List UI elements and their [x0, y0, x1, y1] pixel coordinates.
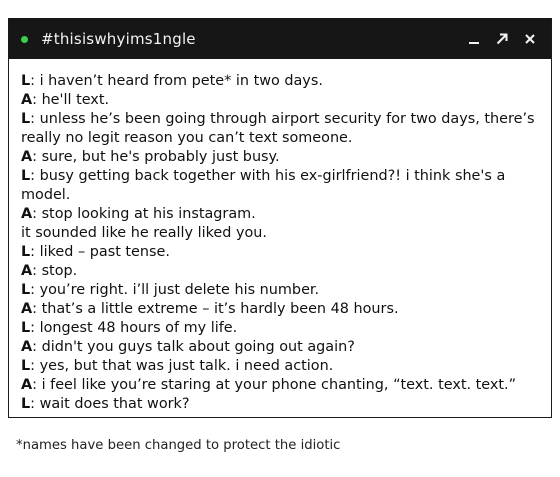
expand-button[interactable]	[491, 28, 513, 50]
message-text: : stop.	[32, 263, 78, 279]
message-text: : busy getting back together with his ex-girlfriend?! i think she's a model.	[21, 168, 506, 203]
speaker-label: A	[21, 301, 33, 317]
message-text: : i haven’t heard from pete* in two days.	[30, 73, 323, 89]
chat-line	[21, 395, 541, 414]
message-text: : didn't you guys talk about going out again?	[32, 339, 355, 355]
chat-line	[21, 281, 541, 300]
chat-line	[21, 224, 541, 243]
message-text: : you’re right. i’ll just delete his number.	[30, 282, 320, 298]
message-text: : sure, but he's probably just busy.	[32, 149, 280, 165]
title-bar[interactable]	[9, 19, 551, 59]
chat-line	[21, 300, 541, 319]
window-title: #thisiswhyims1ngle	[41, 30, 196, 48]
speaker-label: L	[21, 320, 31, 336]
speaker-label: A	[21, 339, 33, 355]
chat-line	[21, 148, 541, 167]
chat-line	[21, 167, 541, 205]
chat-transcript	[9, 59, 551, 414]
chat-line	[21, 376, 541, 395]
window-controls	[463, 28, 541, 50]
chat-line	[21, 91, 541, 110]
chat-line	[21, 110, 541, 148]
message-text: it sounded like he really liked you.	[21, 225, 268, 241]
footnote: *names have been changed to protect the idiotic	[16, 438, 341, 453]
minimize-button[interactable]	[463, 28, 485, 50]
chat-line	[21, 243, 541, 262]
message-text: : that’s a little extreme – it’s hardly been 48 hours.	[32, 301, 399, 317]
speaker-label: L	[21, 396, 31, 412]
message-text: : he'll text.	[32, 92, 110, 108]
chat-line	[21, 72, 541, 91]
speaker-label: A	[21, 263, 33, 279]
close-icon	[523, 32, 537, 46]
speaker-label: A	[21, 149, 33, 165]
message-text: : wait does that work?	[30, 396, 190, 412]
message-text: : stop looking at his instagram.	[32, 206, 256, 222]
message-text: : yes, but that was just talk. i need action.	[30, 358, 334, 374]
speaker-label: L	[21, 73, 31, 89]
chat-window	[8, 18, 552, 418]
speaker-label: L	[21, 168, 31, 184]
speaker-label: L	[21, 358, 31, 374]
chat-line	[21, 205, 541, 224]
speaker-label: L	[21, 282, 31, 298]
message-text: : longest 48 hours of my life.	[30, 320, 238, 336]
online-status-dot	[21, 36, 28, 43]
chat-line	[21, 357, 541, 376]
chat-line	[21, 338, 541, 357]
speaker-label: A	[21, 206, 33, 222]
message-text: : liked – past tense.	[30, 244, 170, 260]
close-button[interactable]	[519, 28, 541, 50]
chat-line	[21, 319, 541, 338]
message-text: : i feel like you’re staring at your phone chanting, “text. text. text.”	[32, 377, 517, 393]
speaker-label: A	[21, 377, 33, 393]
chat-line	[21, 262, 541, 281]
speaker-label: L	[21, 111, 31, 127]
minimize-icon	[467, 32, 481, 46]
message-text: : unless he’s been going through airport security for two days, there’s really no legit reason you can’t text someone.	[21, 111, 535, 146]
speaker-label: A	[21, 92, 33, 108]
speaker-label: L	[21, 244, 31, 260]
expand-arrow-icon	[495, 32, 509, 46]
